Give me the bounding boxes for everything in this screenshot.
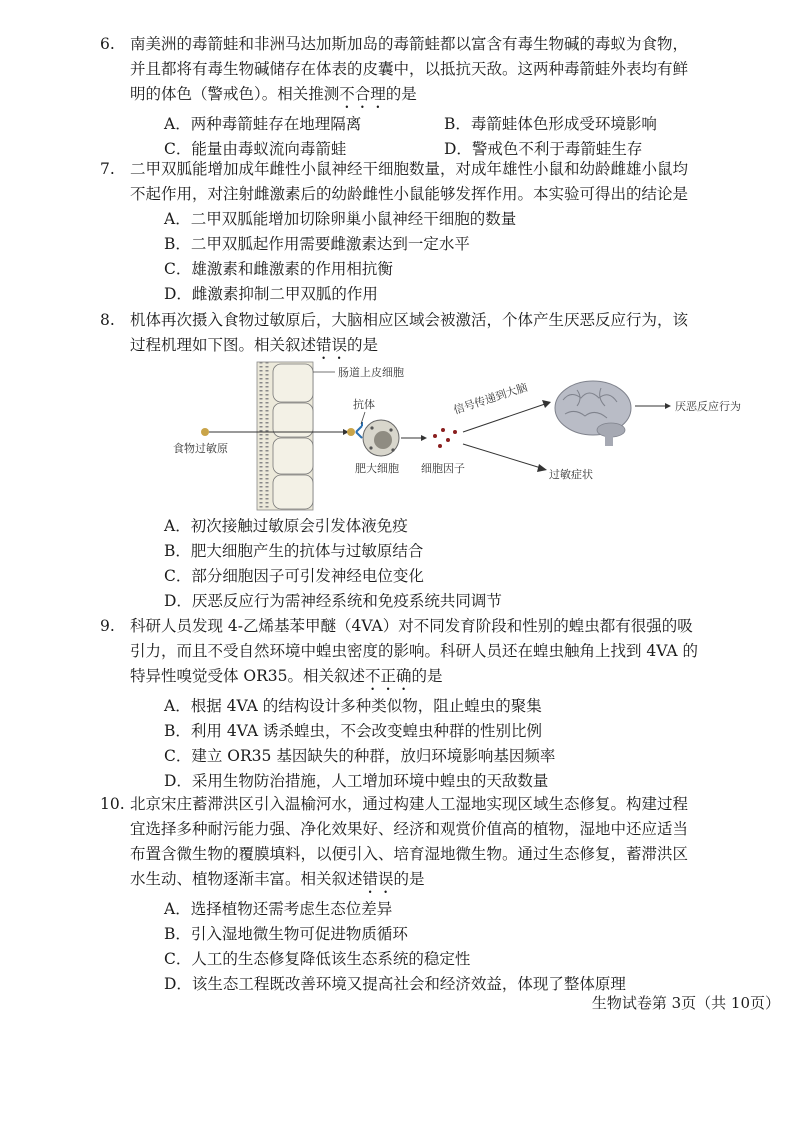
label-allergen: 食物过敏原 bbox=[173, 442, 228, 455]
option-a[interactable]: A．两种毒箭蛙存在地理隔离 bbox=[164, 115, 362, 133]
option-b[interactable]: B．二甲双胍起作用需要雌激素达到一定水平 bbox=[164, 235, 470, 253]
question-text-line: 南美洲的毒箭蛙和非洲马达加斯加岛的毒箭蛙都以富含有毒生物碱的毒蚁为食物， bbox=[130, 35, 689, 53]
option-b[interactable]: B．毒箭蛙体色形成受环境影响 bbox=[444, 115, 657, 133]
question-6 bbox=[100, 32, 778, 162]
question-text-line: 水生动、植物逐渐丰富。相关叙述错误的是 bbox=[130, 870, 425, 888]
emphasis-text: 不正确 bbox=[365, 667, 412, 685]
antibody-icon bbox=[356, 422, 362, 438]
page-footer: 生物试卷第 3页（共 10页） bbox=[591, 994, 780, 1012]
question-text-line: 特异性嗅觉受体 OR35。相关叙述不正确的是 bbox=[130, 667, 443, 685]
question-text-line: 布置含微生物的覆膜填料，以便引入、培育湿地微生物。通过生态修复，蓄滞洪区 bbox=[130, 845, 689, 863]
option-b[interactable]: B．肥大细胞产生的抗体与过敏原结合 bbox=[164, 542, 424, 560]
emphasis-text: 不合理 bbox=[339, 85, 386, 103]
brain-icon bbox=[555, 381, 631, 446]
option-b[interactable]: B．引入湿地微生物可促进物质循环 bbox=[164, 925, 408, 943]
emphasis-text: 错误 bbox=[316, 336, 348, 354]
bound-allergen-dot bbox=[347, 428, 355, 436]
question-text-line: 并且都将有毒生物碱储存在体表的皮囊中，以抵抗天敌。这两种毒箭蛙外表均有鲜 bbox=[130, 60, 689, 78]
question-text-line: 科研人员发现 4-乙烯基苯甲醚（4VA）对不同发育阶段和性别的蝗虫都有很强的吸 bbox=[130, 617, 693, 635]
option-d[interactable]: D．厌恶反应行为需神经系统和免疫系统共同调节 bbox=[164, 592, 502, 610]
question-8-options bbox=[130, 514, 778, 614]
question-number: 9. bbox=[100, 617, 115, 635]
question-text-line: 北京宋庄蓄滞洪区引入温榆河水，通过构建人工湿地实现区域生态修复。构建过程 bbox=[130, 795, 689, 813]
label-cytokine: 细胞因子 bbox=[421, 462, 465, 475]
label-signal: 信号传递到大脑 bbox=[451, 380, 530, 417]
question-10 bbox=[100, 792, 778, 997]
option-d[interactable]: D．采用生物防治措施，人工增加环境中蝗虫的天敌数量 bbox=[164, 772, 549, 790]
question-number: 10. bbox=[100, 795, 125, 813]
emphasis-text: 错误 bbox=[362, 870, 394, 888]
option-d[interactable]: D．该生态工程既改善环境又提高社会和经济效益，体现了整体原理 bbox=[164, 975, 626, 993]
option-c[interactable]: C．建立 OR35 基因缺失的种群，放归环境影响基因频率 bbox=[164, 747, 556, 765]
question-number: 7. bbox=[100, 160, 115, 178]
allergy-mechanism-diagram bbox=[165, 360, 765, 512]
question-text-line: 二甲双胍能增加成年雌性小鼠神经干细胞数量，对成年雄性小鼠和幼龄雌雄小鼠均 bbox=[130, 160, 689, 178]
option-d[interactable]: D．雌激素抑制二甲双胍的作用 bbox=[164, 285, 378, 303]
question-text-line: 引力，而且不受自然环境中蝗虫密度的影响。科研人员还在蝗虫触角上找到 4VA 的 bbox=[130, 642, 699, 660]
question-7 bbox=[100, 157, 778, 307]
question-text-line: 明的体色（警戒色）。相关推测不合理的是 bbox=[130, 85, 417, 103]
label-mast-cell: 肥大细胞 bbox=[355, 462, 399, 475]
option-c[interactable]: C．雄激素和雌激素的作用相抗衡 bbox=[164, 260, 393, 278]
question-number: 8. bbox=[100, 311, 115, 329]
label-epithelium: 肠道上皮细胞 bbox=[338, 366, 404, 379]
mast-cell-nucleus bbox=[374, 431, 392, 449]
option-row bbox=[130, 112, 778, 137]
question-number: 6. bbox=[100, 35, 115, 53]
question-text-line: 不起作用，对注射雌激素后的幼龄雌性小鼠能够发挥作用。本实验可得出的结论是 bbox=[130, 185, 689, 203]
label-symptom: 过敏症状 bbox=[549, 468, 593, 481]
label-behavior: 厌恶反应行为 bbox=[675, 400, 741, 413]
option-a[interactable]: A．初次接触过敏原会引发体液免疫 bbox=[164, 517, 408, 535]
allergen-dot bbox=[201, 428, 209, 436]
option-b[interactable]: B．利用 4VA 诱杀蝗虫，不会改变蝗虫种群的性别比例 bbox=[164, 722, 542, 740]
option-a[interactable]: A．选择植物还需考虑生态位差异 bbox=[164, 900, 393, 918]
question-text-line: 机体再次摄入食物过敏原后，大脑相应区域会被激活，个体产生厌恶反应行为，该 bbox=[130, 311, 689, 329]
label-antibody: 抗体 bbox=[353, 398, 375, 411]
option-c[interactable]: C．部分细胞因子可引发神经电位变化 bbox=[164, 567, 424, 585]
option-a[interactable]: A．根据 4VA 的结构设计多种类似物，阻止蝗虫的聚集 bbox=[164, 697, 542, 715]
question-9 bbox=[100, 614, 778, 794]
option-c[interactable]: C．能量由毒蚁流向毒箭蛙 bbox=[164, 140, 347, 158]
intestinal-epithelium bbox=[257, 362, 313, 510]
option-c[interactable]: C．人工的生态修复降低该生态系统的稳定性 bbox=[164, 950, 471, 968]
question-text-line: 宜选择多种耐污能力强、净化效果好、经济和观赏价值高的植物，湿地中还应适当 bbox=[130, 820, 689, 838]
option-d[interactable]: D．警戒色不利于毒箭蛙生存 bbox=[444, 140, 643, 158]
cytokines bbox=[433, 428, 457, 448]
question-8 bbox=[100, 308, 778, 363]
question-text-line: 过程机理如下图。相关叙述错误的是 bbox=[130, 336, 379, 354]
option-a[interactable]: A．二甲双胍能增加切除卵巢小鼠神经干细胞的数量 bbox=[164, 210, 517, 228]
